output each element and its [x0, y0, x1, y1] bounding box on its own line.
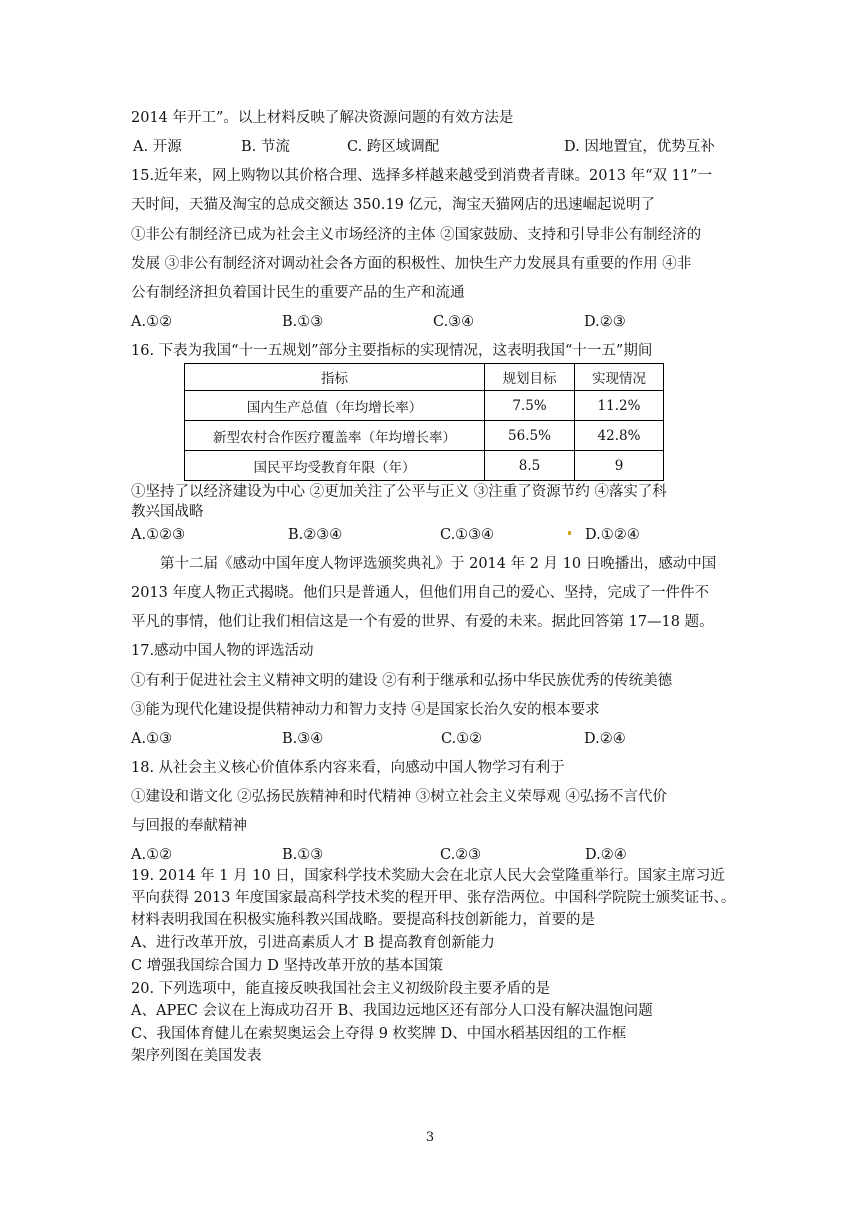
header-actual: 实现情况 — [575, 364, 664, 391]
option-d: D.②③ — [584, 314, 626, 330]
table-row — [185, 451, 664, 481]
option-c: C.①② — [441, 731, 483, 747]
cell-actual: 11.2% — [575, 391, 664, 421]
question-16-statements-line2: 教兴国战略 — [131, 504, 204, 520]
table-header-row — [185, 364, 664, 391]
page-number: 3 — [425, 1130, 435, 1145]
passage-line1: 第十二届《感动中国年度人物评选颁奖典礼》于 2014 年 2 月 10 日晚播出，感动中国 — [160, 556, 717, 572]
header-indicator: 指标 — [185, 364, 485, 391]
cell-indicator: 国民平均受教育年限（年） — [185, 451, 485, 481]
cell-target: 7.5% — [485, 391, 575, 421]
question-18-stem: 18. 从社会主义核心价值体系内容来看，向感动中国人物学习有利于 — [131, 760, 565, 776]
option-b: B. 节流 — [241, 139, 290, 155]
cell-actual: 42.8% — [575, 421, 664, 451]
option-b: B.③④ — [282, 731, 324, 747]
question-15-stem-line2: 天时间，天猫及淘宝的总成交额达 350.19 亿元，淘宝天猫网店的迅速崛起说明了 — [131, 197, 655, 213]
cell-indicator: 国内生产总值（年均增长率） — [185, 391, 485, 421]
question-19-options-cd: C 增强我国综合国力 D 坚持改革开放的基本国策 — [131, 958, 444, 974]
option-d: D.②④ — [584, 731, 626, 747]
cell-actual: 9 — [575, 451, 664, 481]
option-d: D.①②④ — [585, 527, 640, 543]
option-c: C.②③ — [440, 847, 482, 863]
question-17-stem: 17.感动中国人物的评选活动 — [131, 643, 314, 659]
cell-target: 8.5 — [485, 451, 575, 481]
option-a: A.①③ — [131, 731, 173, 747]
option-c: C.③④ — [433, 314, 475, 330]
question-16-stem: 16. 下表为我国“十一五规划”部分主要指标的实现情况，这表明我国“十一五”期间 — [131, 343, 653, 359]
option-d: D.②④ — [585, 847, 627, 863]
passage-line3: 平凡的事情，他们让我们相信这是一个有爱的世界、有爱的未来。据此回答第 17—18 题。 — [131, 614, 714, 630]
option-b: B.①③ — [282, 314, 324, 330]
passage-line2: 2013 年度人物正式揭晓。他们只是普通人，但他们用自己的爱心、坚持，完成了一件件不 — [131, 585, 710, 601]
indicator-table — [184, 363, 664, 481]
option-a: A.①②③ — [131, 527, 186, 543]
option-a: A. 开源 — [133, 139, 182, 155]
option-a: A.①② — [131, 847, 173, 863]
question-14-stem-end: 2014 年开工”。以上材料反映了解决资源问题的有效方法是 — [131, 110, 514, 126]
question-20-stem: 20. 下列选项中，能直接反映我国社会主义初级阶段主要矛盾的是 — [131, 981, 551, 997]
option-b: B.②③④ — [288, 527, 343, 543]
option-a: A.①② — [131, 314, 173, 330]
question-19-options-ab: A、进行改革开放，引进高素质人才 B 提高教育创新能力 — [131, 935, 495, 951]
question-15-stem: 15.近年来，网上购物以其价格合理、选择多样越来越受到消费者青睐。2013 年“双 11”一 — [131, 168, 712, 184]
option-c: C.①③④ — [440, 527, 495, 543]
question-15-statements-line2: 发展 ③非公有制经济对调动社会各方面的积极性、加快生产力发展具有重要的作用 ④非 — [131, 256, 692, 272]
question-19-stem-line3: 材料表明我国在积极实施科教兴国战略。要提高科技创新能力，首要的是 — [131, 912, 595, 928]
question-20-options-d-cont: 架序列图在美国发表 — [131, 1048, 262, 1064]
question-20-options-ab: A、APEC 会议在上海成功召开 B、我国边远地区还有部分人口没有解决温饱问题 — [131, 1003, 653, 1019]
option-b: B.①③ — [282, 847, 324, 863]
option-c: C. 跨区域调配 — [347, 139, 440, 155]
cell-indicator: 新型农村合作医疗覆盖率（年均增长率） — [185, 421, 485, 451]
question-20-options-cd: C、我国体育健儿在索契奥运会上夺得 9 枚奖牌 D、中国水稻基因组的工作框 — [131, 1026, 627, 1042]
table-row — [185, 421, 664, 451]
option-d: D. 因地置宜，优势互补 — [564, 139, 715, 155]
question-17-statements-line2: ③能为现代化建设提供精神动力和智力支持 ④是国家长治久安的根本要求 — [131, 702, 600, 718]
question-15-statements-line1: ①非公有制经济已成为社会主义市场经济的主体 ②国家鼓励、支持和引导非公有制经济的 — [131, 227, 702, 243]
question-15-statements-line3: 公有制经济担负着国计民生的重要产品的生产和流通 — [131, 285, 465, 301]
header-target: 规划目标 — [485, 364, 575, 391]
cell-target: 56.5% — [485, 421, 575, 451]
question-19-stem-line2: 平向获得 2013 年度国家最高科学技术奖的程开甲、张存浩两位。中国科学院院士颁奖证书、。 — [131, 890, 736, 906]
question-16-statements-line1: ①坚持了以经济建设为中心 ②更加关注了公平与正义 ③注重了资源节约 ④落实了科 — [131, 484, 667, 500]
question-17-statements-line1: ①有利于促进社会主义精神文明的建设 ②有利于继承和弘扬中华民族优秀的传统美德 — [131, 673, 673, 689]
question-18-statements-line1: ①建设和谐文化 ②弘扬民族精神和时代精神 ③树立社会主义荣辱观 ④弘扬不言代价 — [131, 789, 667, 805]
stray-mark — [568, 531, 571, 535]
question-18-statements-line2: 与回报的奉献精神 — [131, 818, 247, 834]
table-row — [185, 391, 664, 421]
question-19-stem-line1: 19. 2014 年 1 月 10 日，国家科学技术奖励大会在北京人民大会堂隆重举行。国家主席习近 — [131, 868, 725, 884]
